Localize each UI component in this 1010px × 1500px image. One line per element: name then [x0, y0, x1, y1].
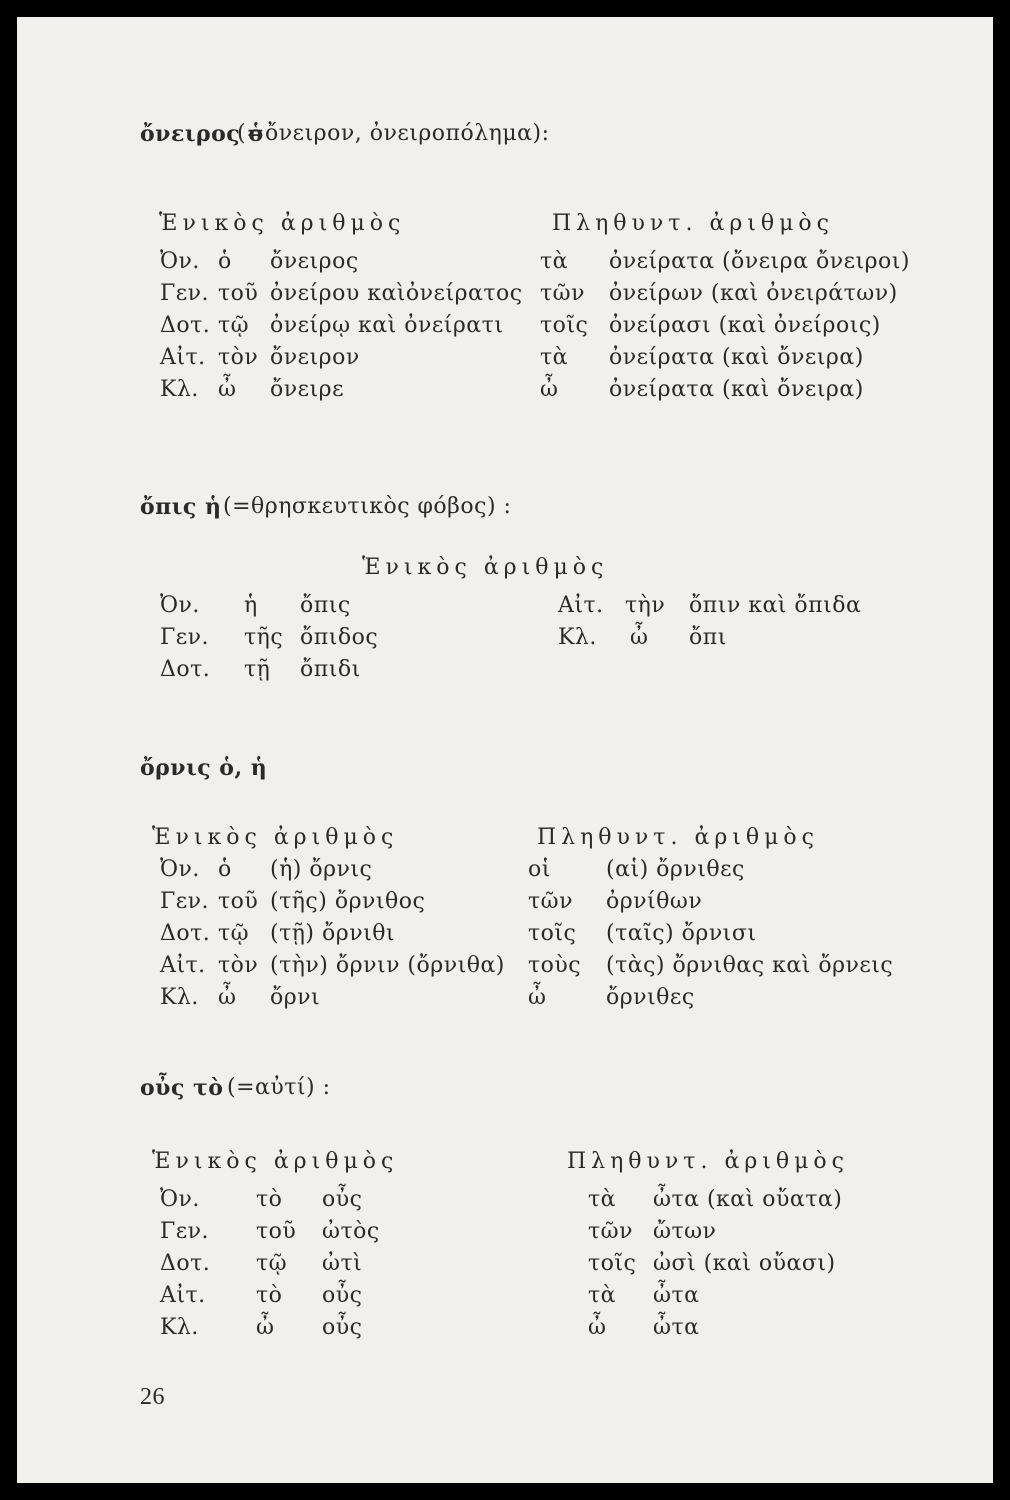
- plural-article: τὰ: [540, 249, 569, 274]
- case-label: Γεν.: [160, 625, 210, 650]
- case-label: Αἰτ.: [160, 1283, 206, 1308]
- singular-form: (τῇ) ὄρνιθι: [270, 921, 396, 946]
- singular-form: ὄνειρε: [270, 377, 344, 402]
- plural-article: τῶν: [528, 889, 573, 914]
- entry-headword: ὄπις ἡ: [140, 494, 222, 520]
- singular-article: ὦ: [218, 377, 237, 402]
- case-label: Γεν.: [160, 281, 210, 306]
- case-label: Κλ.: [160, 377, 199, 402]
- article: ὦ: [630, 625, 649, 650]
- singular-article: ὁ: [218, 857, 232, 882]
- form: ὄπις: [300, 593, 351, 618]
- case-label: Ὀν.: [160, 593, 200, 618]
- plural-article: τοῖς: [588, 1251, 637, 1276]
- article: τῇ: [244, 657, 271, 682]
- case-label: Γεν.: [160, 1219, 210, 1244]
- page-number: 26: [140, 1384, 165, 1410]
- plural-article: ὦ: [540, 377, 559, 402]
- singular-form: ὀνείρου καὶὀνείρατος: [270, 281, 523, 306]
- singular-form: ὠτὸς: [322, 1219, 380, 1244]
- case-label: Δοτ.: [160, 921, 211, 946]
- case-label: Γεν.: [160, 889, 210, 914]
- singular-article: τοῦ: [218, 889, 259, 914]
- plural-form: (τὰς) ὄρνιθας καὶ ὄρνεις: [606, 953, 894, 978]
- plural-form: ὤτων: [653, 1219, 717, 1244]
- singular-form: ὄνειρον: [270, 345, 360, 370]
- singular-article: τοῦ: [256, 1219, 297, 1244]
- singular-article: τὸν: [218, 953, 259, 978]
- article: τῆς: [244, 625, 284, 650]
- singular-form: οὖς: [322, 1315, 363, 1340]
- entry-headword: οὖς τὸ: [140, 1075, 224, 1101]
- singular-article: ὁ: [218, 249, 232, 274]
- singular-form: οὖς: [322, 1187, 363, 1212]
- plural-article: τοῖς: [528, 921, 577, 946]
- form: ὄπιδι: [300, 657, 361, 682]
- case-label: Κλ.: [160, 1315, 199, 1340]
- plural-form: ὀρνίθων: [606, 889, 703, 914]
- form: ὄπι: [689, 625, 727, 650]
- entry-gloss: (=ὄνειρον, ὀνειροπόλημα):: [237, 121, 550, 146]
- plural-header: Πληθυντ. ἀριθμὸς: [567, 1149, 849, 1174]
- plural-header: Πληθυντ. ἀριθμὸς: [537, 825, 819, 850]
- singular-article: τοῦ: [218, 281, 259, 306]
- plural-article: τὰ: [588, 1283, 617, 1308]
- entry-headword: ὄνειρος ὁ: [140, 121, 264, 147]
- singular-header: Ἑνικὸς ἀριθμὸς: [362, 555, 609, 580]
- plural-article: ὦ: [528, 985, 547, 1010]
- case-label: Ὀν.: [160, 249, 200, 274]
- plural-article: τὰ: [540, 345, 569, 370]
- singular-form: (ἡ) ὄρνις: [270, 857, 373, 882]
- case-label: Αἰτ.: [160, 345, 206, 370]
- plural-form: ὄρνιθες: [606, 985, 695, 1010]
- case-label: Ὀν.: [160, 1187, 200, 1212]
- plural-form: ὠσὶ (καὶ οὔασι): [653, 1251, 836, 1276]
- singular-article: τῷ: [256, 1251, 288, 1276]
- case-label: Δοτ.: [160, 657, 211, 682]
- case-label: Αἰτ.: [160, 953, 206, 978]
- plural-form: ὀνείρατα (καὶ ὄνειρα): [609, 377, 864, 402]
- singular-header: Ἑνικὸς ἀριθμὸς: [152, 1149, 399, 1174]
- entry-gloss: (=αὐτί) :: [227, 1075, 331, 1100]
- case-label: Αἰτ.: [558, 593, 604, 618]
- article: τὴν: [625, 593, 666, 618]
- singular-article: τὸν: [218, 345, 259, 370]
- book-page: [17, 17, 993, 1483]
- plural-form: ὀνείρασι (καὶ ὀνείροις): [609, 313, 881, 338]
- singular-form: ὀνείρῳ καὶ ὀνείρατι: [270, 313, 504, 338]
- plural-form: (αἱ) ὄρνιθες: [606, 857, 745, 882]
- singular-form: οὖς: [322, 1283, 363, 1308]
- singular-form: ὄρνι: [270, 985, 321, 1010]
- plural-header: Πληθυντ. ἀριθμὸς: [552, 211, 834, 236]
- plural-form: ὀνείρατα (ὄνειρα ὄνειροι): [609, 249, 910, 274]
- singular-article: ὦ: [218, 985, 237, 1010]
- entry-headword: ὄρνις ὁ, ἡ: [140, 755, 268, 781]
- plural-form: ὦτα: [653, 1315, 700, 1340]
- singular-article: τῷ: [218, 921, 250, 946]
- case-label: Κλ.: [160, 985, 199, 1010]
- singular-form: ὄνειρος: [270, 249, 359, 274]
- plural-form: ὦτα (καὶ οὔατα): [653, 1187, 843, 1212]
- singular-article: ὦ: [256, 1315, 275, 1340]
- plural-article: οἱ: [528, 857, 551, 882]
- form: ὄπιδος: [300, 625, 379, 650]
- plural-article: τὰ: [588, 1187, 617, 1212]
- article: ἡ: [244, 593, 258, 618]
- case-label: Ὀν.: [160, 857, 200, 882]
- form: ὄπιν καὶ ὄπιδα: [689, 593, 862, 618]
- case-label: Δοτ.: [160, 313, 211, 338]
- singular-form: (τῆς) ὄρνιθος: [270, 889, 426, 914]
- plural-form: (ταῖς) ὄρνισι: [606, 921, 757, 946]
- singular-header: Ἑνικὸς ἀριθμὸς: [152, 825, 399, 850]
- plural-form: ὀνείρατα (καὶ ὄνειρα): [609, 345, 864, 370]
- case-label: Δοτ.: [160, 1251, 211, 1276]
- plural-article: τῶν: [588, 1219, 633, 1244]
- entry-gloss: (=θρησκευτικὸς φόβος) :: [223, 494, 512, 519]
- plural-article: τῶν: [540, 281, 585, 306]
- plural-article: τοῖς: [540, 313, 589, 338]
- singular-article: τῷ: [218, 313, 250, 338]
- singular-header: Ἑνικὸς ἀριθμὸς: [159, 211, 406, 236]
- singular-article: τὸ: [256, 1283, 283, 1308]
- plural-form: ὀνείρων (καὶ ὀνειράτων): [609, 281, 898, 306]
- plural-form: ὦτα: [653, 1283, 700, 1308]
- singular-form: ὠτὶ: [322, 1251, 363, 1276]
- plural-article: τοὺς: [528, 953, 582, 978]
- singular-article: τὸ: [256, 1187, 283, 1212]
- plural-article: ὦ: [588, 1315, 607, 1340]
- case-label: Κλ.: [558, 625, 597, 650]
- singular-form: (τὴν) ὄρνιν (ὄρνιθα): [270, 953, 505, 978]
